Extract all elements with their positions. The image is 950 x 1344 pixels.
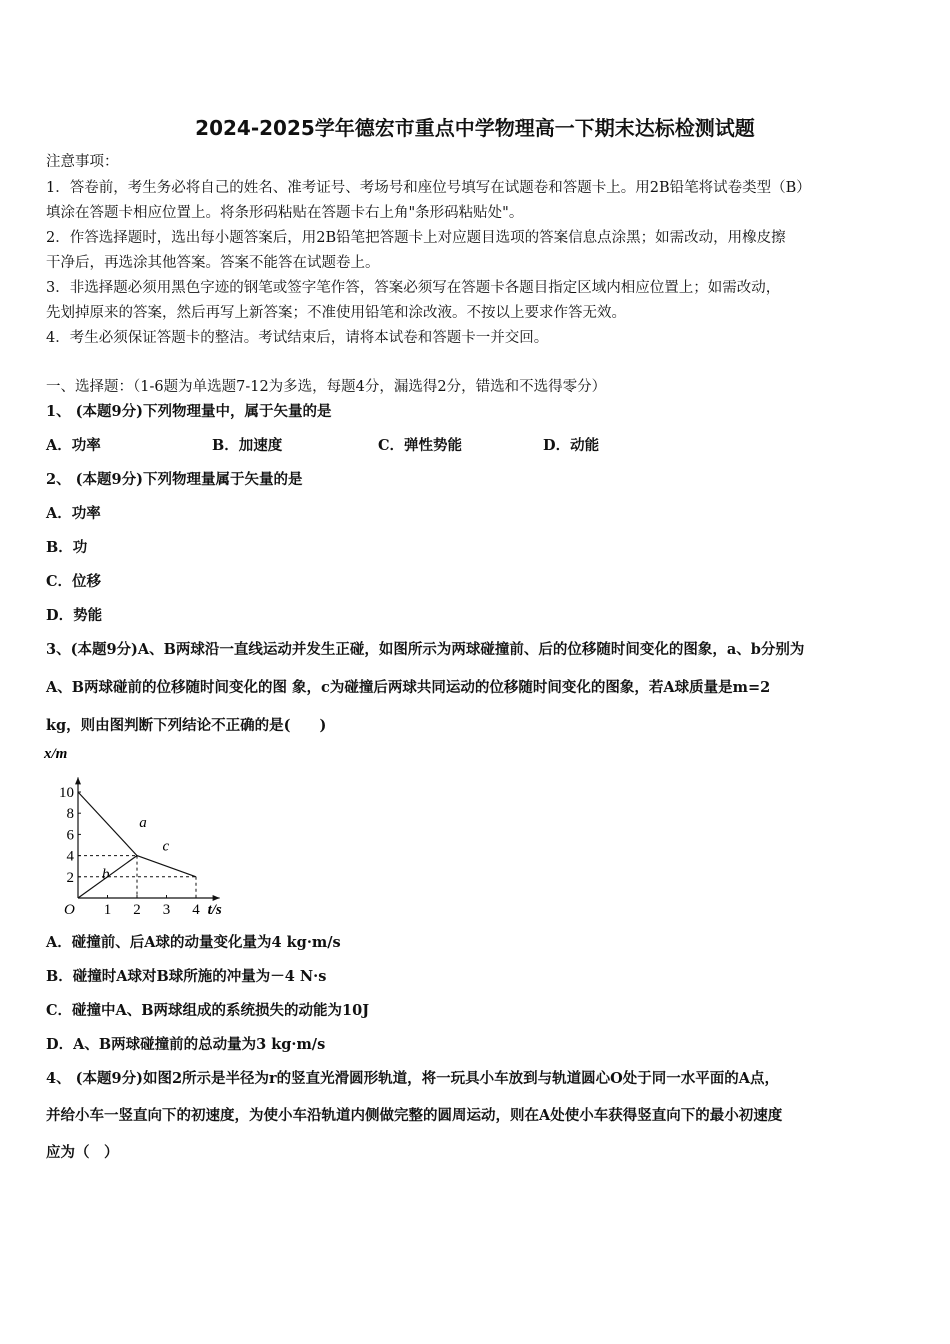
x-axis-label: t/s	[207, 902, 222, 918]
question-2-stem: 2、 (本题9分)下列物理量属于矢量的是	[46, 471, 303, 488]
q1-option-a: A．功率	[46, 437, 101, 454]
y-tick-label: 10	[59, 785, 74, 801]
question-4-stem-line: 应为（ ）	[46, 1144, 119, 1161]
notice-line: 先划掉原来的答案，然后再写上新答案；不准使用铅笔和涂改液。不按以上要求作答无效。	[46, 305, 626, 321]
q2-option-b: B．功	[46, 539, 88, 556]
x-axis-arrow	[213, 895, 220, 901]
q1-option-d: D．动能	[543, 437, 600, 454]
x-tick-label: 1	[103, 902, 112, 918]
question-3-stem-line: kg，则由图判断下列结论不正确的是( )	[46, 717, 327, 734]
page-title: 2024-2025学年德宏市重点中学物理高一下期末达标检测试题	[195, 116, 755, 140]
chart-axes	[75, 777, 220, 901]
y-tick-label: 4	[66, 848, 74, 865]
chart-guides	[78, 856, 196, 898]
x-tick-label: 2	[133, 902, 141, 918]
y-tick-label: 2	[66, 869, 74, 886]
x-tick-label: 3	[162, 902, 171, 918]
section-heading: 一、选择题：（1-6题为单选题7-12为多选，每题4分，漏选得2分，错选和不选得零分）	[46, 379, 607, 395]
q3-option-a: A．碰撞前、后A球的动量变化量为4 kg·m/s	[46, 934, 341, 951]
x-tick-label: 4	[192, 902, 200, 918]
question-1-stem: 1、 (本题9分)下列物理量中，属于矢量的是	[46, 403, 332, 420]
q2-option-a: A．功率	[46, 505, 101, 522]
notice-line: 1．答卷前，考生务必将自己的姓名、准考证号、考场号和座位号填写在试题卷和答题卡上。用2B铅笔将试卷类型（B）	[46, 180, 811, 196]
notice-line: 4．考生必须保证答题卡的整洁。考试结束后，请将本试卷和答题卡一并交回。	[46, 330, 549, 346]
question-4-stem-line: 并给小车一竖直向下的初速度，为使小车沿轨道内侧做完整的圆周运动，则在A处使小车获得竖直向下的最小初速度	[46, 1107, 783, 1124]
chart-labels	[43, 746, 222, 918]
y-tick-label: 8	[66, 806, 74, 823]
notice-line: 2．作答选择题时，选出每小题答案后，用2B铅笔把答题卡上对应题目选项的答案信息点涂黑；如需改动，用橡皮擦	[46, 230, 786, 246]
position-time-chart	[40, 740, 250, 925]
notice-heading: 注意事项：	[46, 154, 119, 170]
notice-line: 3．非选择题必须用黑色字迹的钢笔或签字笔作答，答案必须写在答题卡各题目指定区域内相应位置上；如需改动，	[46, 280, 781, 296]
q1-option-b: B．加速度	[212, 437, 283, 454]
q1-option-c: C．弹性势能	[378, 437, 463, 454]
question-4-stem-line: 4、 (本题9分)如图2所示是半径为r的竖直光滑圆形轨道，将一玩具小车放到与轨道圆心O处于同一水平面的A点，	[46, 1070, 780, 1087]
series-line-c	[137, 856, 196, 877]
series-label-a: a	[139, 815, 147, 832]
q2-option-d: D．势能	[46, 607, 103, 624]
series-label-c: c	[162, 838, 170, 855]
q3-option-c: C．碰撞中A、B两球组成的系统损失的动能为10J	[46, 1002, 370, 1019]
origin-label: O	[64, 902, 75, 918]
q2-option-c: C．位移	[46, 573, 102, 590]
notice-line: 填涂在答题卡相应位置上。将条形码粘贴在答题卡右上角"条形码粘贴处"。	[46, 205, 524, 221]
y-tick-label: 6	[66, 827, 74, 844]
question-3-stem-line: A、B两球碰前的位移随时间变化的图 象，c为碰撞后两球共同运动的位移随时间变化的图象，若A球质量是m=2	[46, 679, 771, 696]
series-line-a	[78, 792, 137, 856]
y-axis-label: x/m	[44, 746, 68, 762]
q3-option-d: D．A、B两球碰撞前的总动量为3 kg·m/s	[46, 1036, 326, 1053]
q3-option-b: B．碰撞时A球对B球所施的冲量为－4 N·s	[46, 968, 327, 985]
series-label-b: b	[102, 866, 110, 883]
question-3-stem-line: 3、(本题9分)A、B两球沿一直线运动并发生正碰，如图所示为两球碰撞前、后的位移随时间变化的图象，a、b分别为	[46, 641, 805, 658]
y-axis-arrow	[75, 777, 81, 784]
notice-line: 干净后，再选涂其他答案。答案不能答在试题卷上。	[46, 255, 380, 271]
